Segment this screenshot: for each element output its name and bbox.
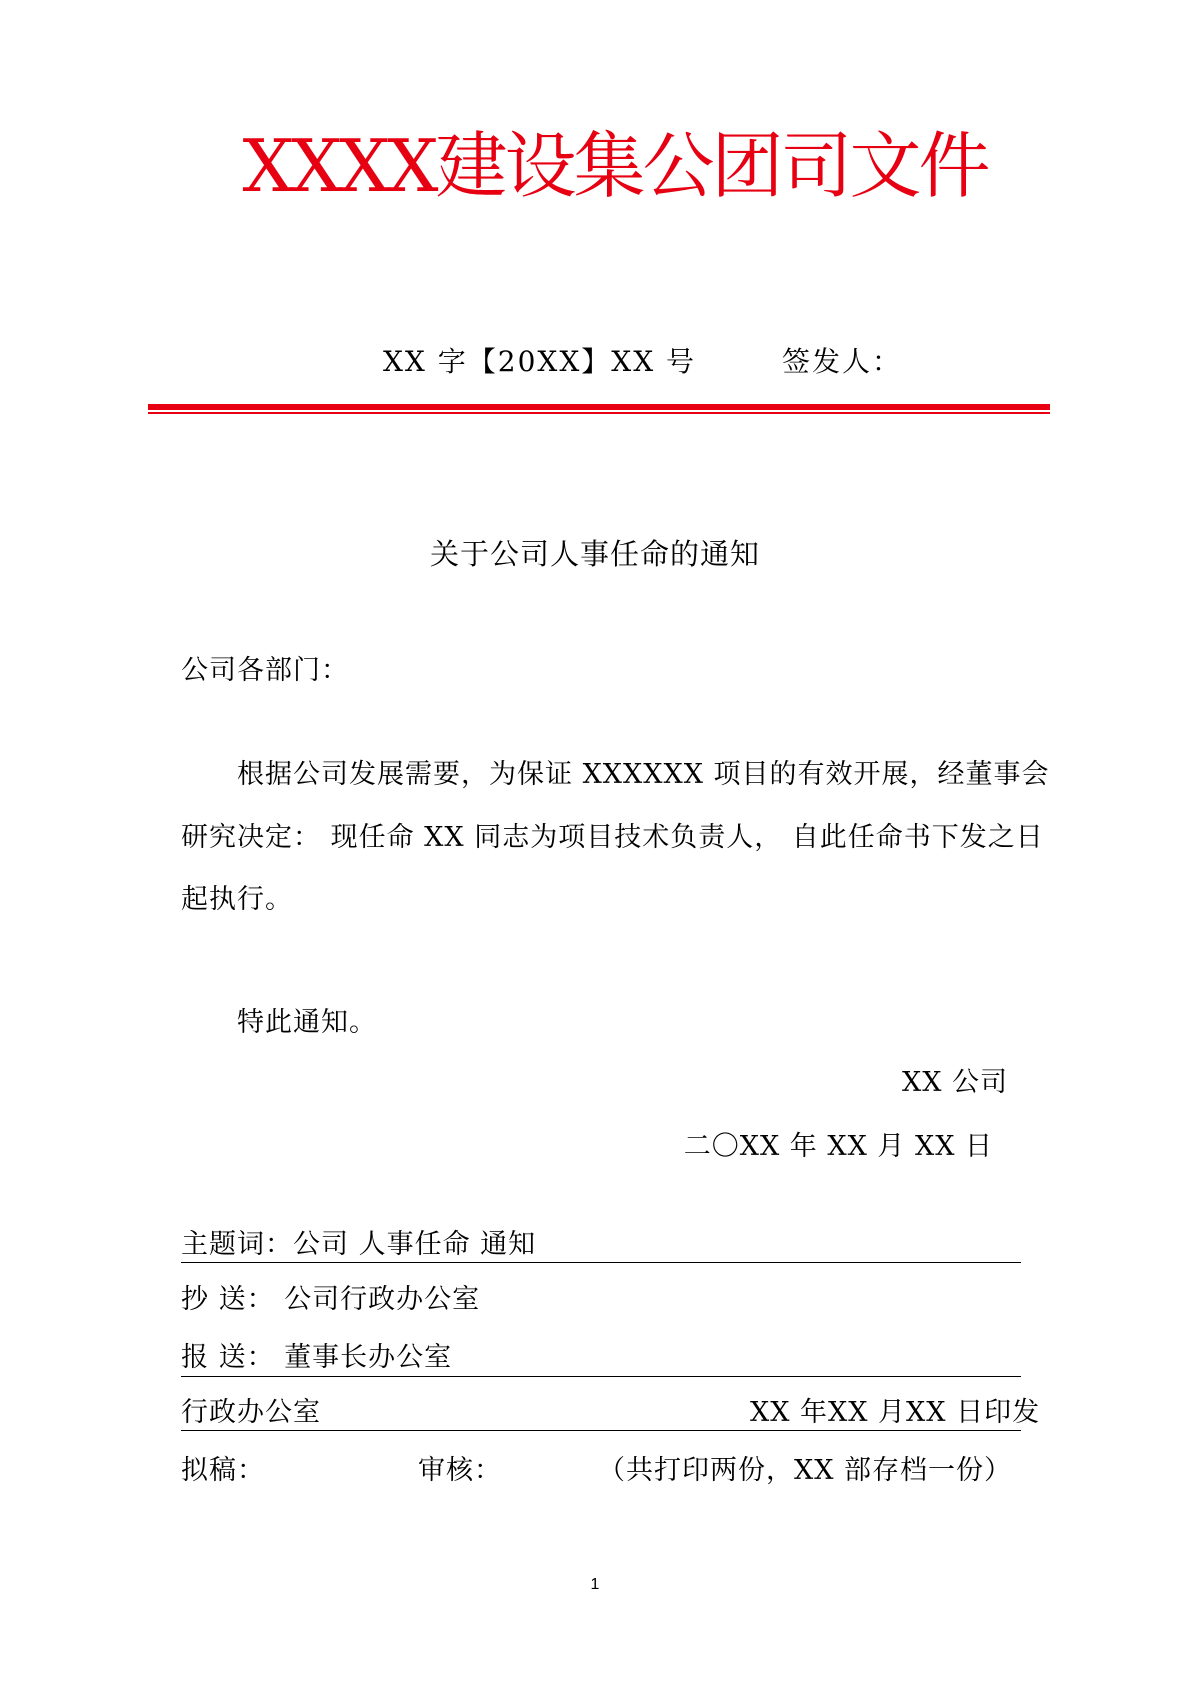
reviewer-label: 审核：	[418, 1455, 502, 1486]
issuing-office: 行政办公室	[181, 1397, 321, 1428]
signer-label: 签发人：	[782, 345, 903, 378]
document-number: XX 字【20XX】XX 号	[383, 345, 697, 378]
footer-divider-3	[181, 1430, 1021, 1431]
body-line-1: 根据公司发展需要，为保证 XXXXXX 项目的有效开展，经董事会	[237, 759, 1050, 790]
keywords: 主题词：公司 人事任命 通知	[181, 1229, 537, 1260]
report-to: 报 送： 董事长办公室	[181, 1342, 453, 1373]
red-separator-thick	[148, 404, 1050, 410]
document-header-title: XXXX建设集公团司文件	[242, 124, 988, 208]
body-line-2: 研究决定： 现任命 XX 同志为项目技术负责人， 自此任命书下发之日	[181, 822, 1044, 853]
issue-date: XX 年XX 月XX 日印发	[750, 1397, 1041, 1428]
red-separator-thin	[148, 412, 1050, 414]
drafter-label: 拟稿：	[181, 1455, 265, 1486]
copies-note: （共打印两份，XX 部存档一份）	[597, 1455, 1012, 1486]
signature-date: 二〇XX 年 XX 月 XX 日	[683, 1131, 993, 1162]
page-number: 1	[590, 1576, 600, 1593]
signature-company: XX 公司	[901, 1067, 1008, 1098]
body-line-3: 起执行。	[181, 884, 293, 915]
footer-divider-2	[181, 1376, 1021, 1377]
notice-subject: 关于公司人事任命的通知	[429, 537, 760, 571]
footer-divider-1	[181, 1262, 1021, 1263]
copy-to: 抄 送： 公司行政办公室	[181, 1284, 481, 1315]
closing-remark: 特此通知。	[237, 1007, 377, 1038]
salutation: 公司各部门：	[181, 655, 349, 686]
